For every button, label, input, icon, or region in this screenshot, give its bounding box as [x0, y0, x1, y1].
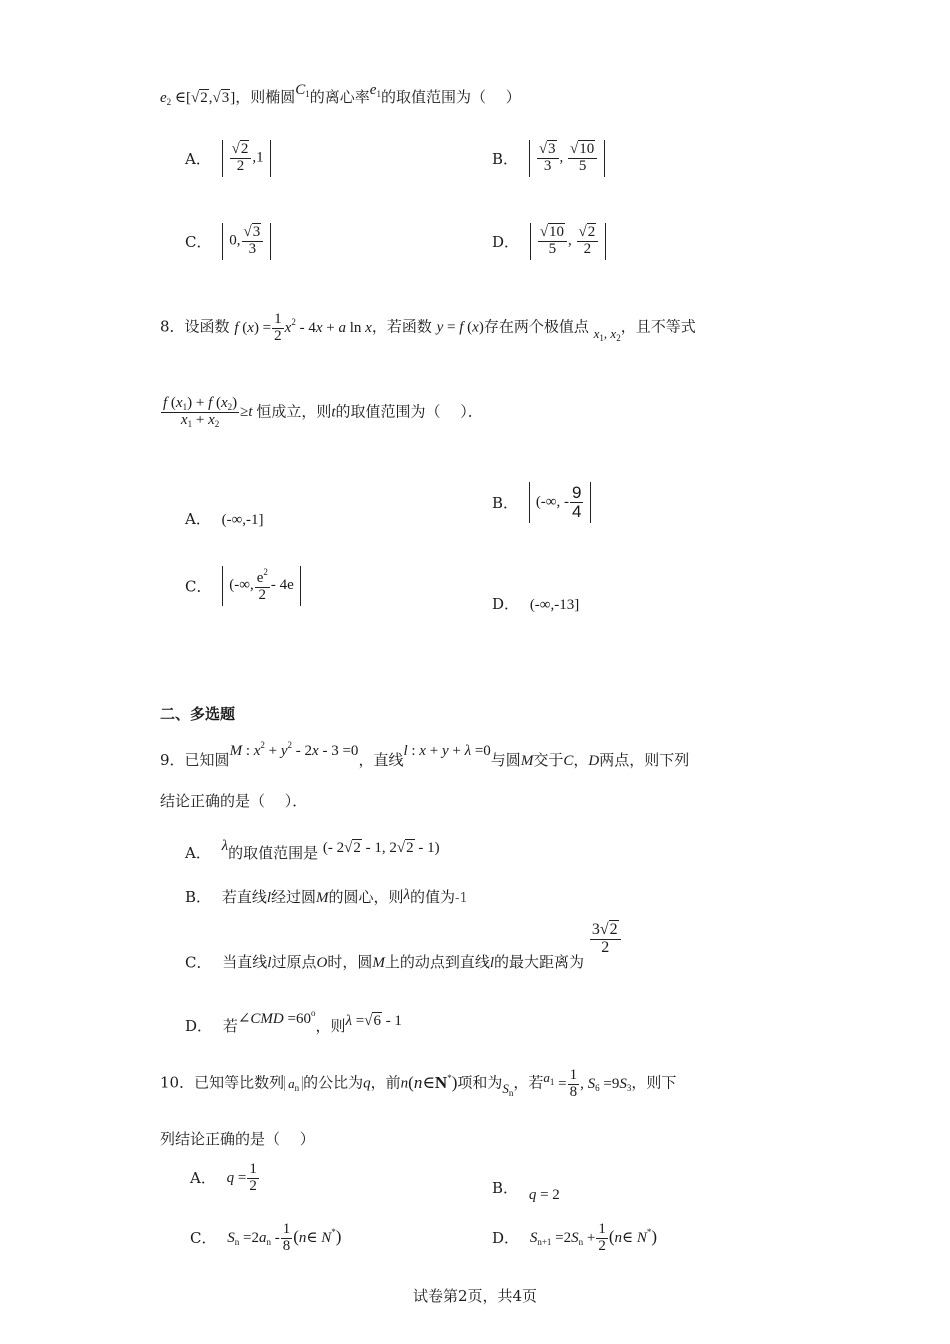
q8-option-b-value: (-∞, -	[535, 493, 569, 510]
q10-option-a-label: A．	[190, 1169, 216, 1188]
q10-option-d-label: D．	[492, 1229, 520, 1248]
q7-option-d-label: D．	[492, 232, 520, 251]
q10-an: $a_n$	[284, 1076, 303, 1091]
q8-x1x2: $x_1$, $x_2$	[593, 325, 621, 343]
q10-text5: ，若	[513, 1073, 544, 1092]
page-footer: 试卷第2页，共4页	[412, 1287, 538, 1305]
section-title: 二、多选题	[160, 705, 236, 723]
q10-option-b-label: B．	[492, 1179, 519, 1197]
q9-option-a-text: 的取值范围是	[228, 844, 319, 862]
q10-option-c-value: $S_n =2a_n$ - $\frac{1}{8}$ (n∈ N*)	[227, 1221, 342, 1254]
q9-circle-eq: M : $x^2 + y^2 - 2x - 3 =0$	[229, 740, 359, 759]
q7-option-d[interactable]	[492, 223, 606, 260]
q10-n-domain: (n∈N*)	[408, 1072, 458, 1092]
q8-inequality: $\frac{f (x_1) + f (x_2)}{x_1 + x_2}$ ≥t	[163, 395, 257, 430]
q9-option-d-label: D．	[185, 1017, 213, 1035]
q7-option-a-label: A．	[185, 149, 211, 168]
q10-option-a-value: q = $\frac{1}{2}$	[226, 1161, 257, 1194]
q8-text5: 恒成立，则	[256, 402, 332, 421]
q7-option-c[interactable]	[185, 223, 271, 260]
q9-option-d-angle: ∠CMD $=60^o$	[237, 1008, 316, 1027]
q9-text2: ，直线	[358, 751, 404, 769]
q8-text3: 存在两个极值点	[483, 317, 589, 336]
q8-option-b-bracket: (-∞, - $\frac{9}{4}$	[529, 482, 592, 523]
q8-fx-def: f (x) = $\frac{1}{2}$ $x^2 - 4x + a$ ln x	[234, 311, 372, 344]
q9-option-a-lambda: λ	[221, 838, 229, 854]
q10-option-c-label: C．	[190, 1229, 217, 1248]
q8-num: 8．	[160, 317, 185, 336]
q9-option-b-val: -1	[455, 891, 468, 906]
q10-text6: ，则下	[631, 1073, 677, 1092]
q10-option-d[interactable]	[492, 1222, 657, 1255]
q9-option-b-label: B．	[185, 888, 212, 906]
q8-stem-line1	[160, 312, 696, 345]
q9-option-a-range: (- 2√2 - 1, 2√2 - 1)	[322, 840, 440, 856]
q7-e2-math: $e_2$ ∈[√2,√3]	[160, 90, 236, 107]
q7-option-c-value: 0, $\frac{√3}{3}$	[222, 223, 271, 260]
q8-option-d-value: (-∞,-13]	[529, 597, 580, 613]
q9-option-b-text4: 的值为	[410, 888, 456, 906]
q8-option-c-value: (-∞,	[229, 577, 254, 594]
q9-option-c-text1: 当直线	[222, 953, 268, 972]
q7-c1-math: $C_1$	[295, 82, 310, 99]
q7-option-b-label: B．	[492, 149, 519, 168]
q9-option-c-o: O	[316, 955, 328, 972]
q9-option-d-text2: ，则	[315, 1017, 346, 1035]
q9-option-b-text3: 的圆心，则	[328, 888, 404, 906]
q8-option-a[interactable]	[185, 508, 264, 529]
q10-q: q	[363, 1075, 371, 1092]
q9-line-eq: l : x + y + λ =0	[403, 743, 491, 759]
q7-option-c-label: C．	[185, 232, 212, 251]
q10-text3: ，前	[370, 1073, 401, 1092]
q8-var-t: t	[331, 404, 336, 421]
q8-option-a-label: A．	[185, 510, 211, 528]
q7-option-d-value: $\frac{√10}{5}$ , $\frac{√2}{2}$	[530, 223, 606, 260]
q7-e1-math: $e_1$	[369, 82, 381, 99]
q9-cd: C，D	[563, 753, 600, 769]
q8-option-c[interactable]	[185, 566, 301, 606]
q9-text3: 与圆	[490, 751, 521, 769]
q9-option-c-text5: 的最大距离为	[494, 953, 585, 972]
q10-text4: 项和为	[457, 1073, 503, 1092]
q10-text2: 的公比为	[303, 1073, 364, 1092]
q9-option-b[interactable]	[185, 886, 468, 907]
q9-option-b-text2: 经过圆	[271, 888, 317, 906]
q10-num: 10．	[160, 1073, 195, 1092]
q10-n: n	[400, 1075, 409, 1092]
q7-option-a[interactable]	[185, 140, 271, 177]
q9-option-d-text1: 若	[222, 1017, 238, 1035]
q9-stem-line2: 结论正确的是（ ）．	[160, 792, 308, 810]
q9-stem-line1	[160, 740, 689, 770]
q9-option-b-text1: 若直线	[221, 888, 267, 906]
q9-option-c-text4: 上的动点到直线	[384, 953, 490, 972]
q7-ecc-label: 的离心率	[309, 88, 370, 106]
q10-option-b-value: q = 2	[528, 1187, 560, 1203]
q9-option-c-l2: l	[489, 955, 495, 972]
q8-text4: ，且不等式	[620, 317, 696, 336]
q8-option-b-label: B．	[492, 493, 519, 512]
q10-stem-line1	[160, 1068, 676, 1101]
q9-option-c[interactable]	[185, 922, 622, 972]
q10-cond: $a_1$ = $\frac{1}{8}$ , $S_6 =9S_3$	[543, 1067, 632, 1100]
q9-text1: 已知圆	[184, 751, 230, 769]
q9-text5: 两点，则下列	[599, 751, 690, 769]
q9-option-a-label: A．	[185, 844, 211, 862]
q10-option-a[interactable]	[190, 1162, 260, 1195]
q7-tail: 的取值范围为（ ）	[380, 88, 521, 106]
q10-sn: $S_n$	[502, 1080, 514, 1098]
q9-option-b-m: M	[316, 890, 329, 906]
q9-option-d[interactable]	[185, 1008, 402, 1036]
q8-option-d[interactable]	[492, 593, 579, 614]
q9-option-a[interactable]	[185, 838, 440, 863]
q8-option-a-value: (-∞,-1]	[221, 512, 264, 528]
q7-option-b[interactable]	[492, 140, 605, 177]
q7-stem	[160, 82, 521, 107]
q9-option-b-lambda: λ	[403, 887, 411, 903]
q7-option-b-value: $\frac{√3}{3}$ , $\frac{√10}{5}$	[529, 140, 605, 177]
q8-option-d-label: D．	[492, 595, 520, 613]
q7-option-a-value: $\frac{√2}{2}$ ,1	[222, 140, 271, 177]
q10-stem-line2: 列结论正确的是（ ）	[160, 1130, 315, 1148]
q8-text1: 设函数	[184, 317, 230, 336]
q10-text1: 已知等比数列	[194, 1073, 285, 1092]
q8-option-c-label: C．	[185, 577, 212, 596]
q9-m: M	[520, 753, 534, 769]
q10-option-c[interactable]	[190, 1222, 341, 1255]
q9-option-c-m: M	[372, 955, 385, 972]
q9-option-c-l: l	[267, 955, 272, 972]
q10-option-d-value: $S_{n+1} =2S_n$ + $\frac{1}{2}$ (n∈ N*)	[529, 1221, 658, 1254]
q7-intro: ，则椭圆	[235, 88, 296, 106]
q9-option-b-l: l	[266, 890, 271, 906]
q9-option-c-text3: 时，圆	[327, 953, 373, 972]
q9-option-c-label: C．	[185, 953, 212, 972]
q9-option-c-text2: 过原点	[271, 953, 317, 972]
q8-text6: 的取值范围为（ ）．	[335, 402, 483, 421]
q8-y-fx: y = f (x)	[436, 319, 484, 336]
q8-stem-line2	[160, 396, 483, 430]
q9-option-d-lambda: λ =√6 - 1	[345, 1013, 402, 1029]
q9-text4: 交于	[533, 751, 564, 769]
q8-option-b[interactable]	[492, 482, 591, 523]
q8-text2: ，若函数	[371, 317, 432, 336]
q9-num: 9．	[160, 751, 185, 769]
q9-option-c-value: $\frac{3√2}{2}$	[590, 922, 621, 957]
q8-option-c-bracket: (-∞, $\frac{e^2}{2}$ - 4e	[222, 566, 301, 606]
q10-option-b[interactable]	[492, 1177, 560, 1204]
